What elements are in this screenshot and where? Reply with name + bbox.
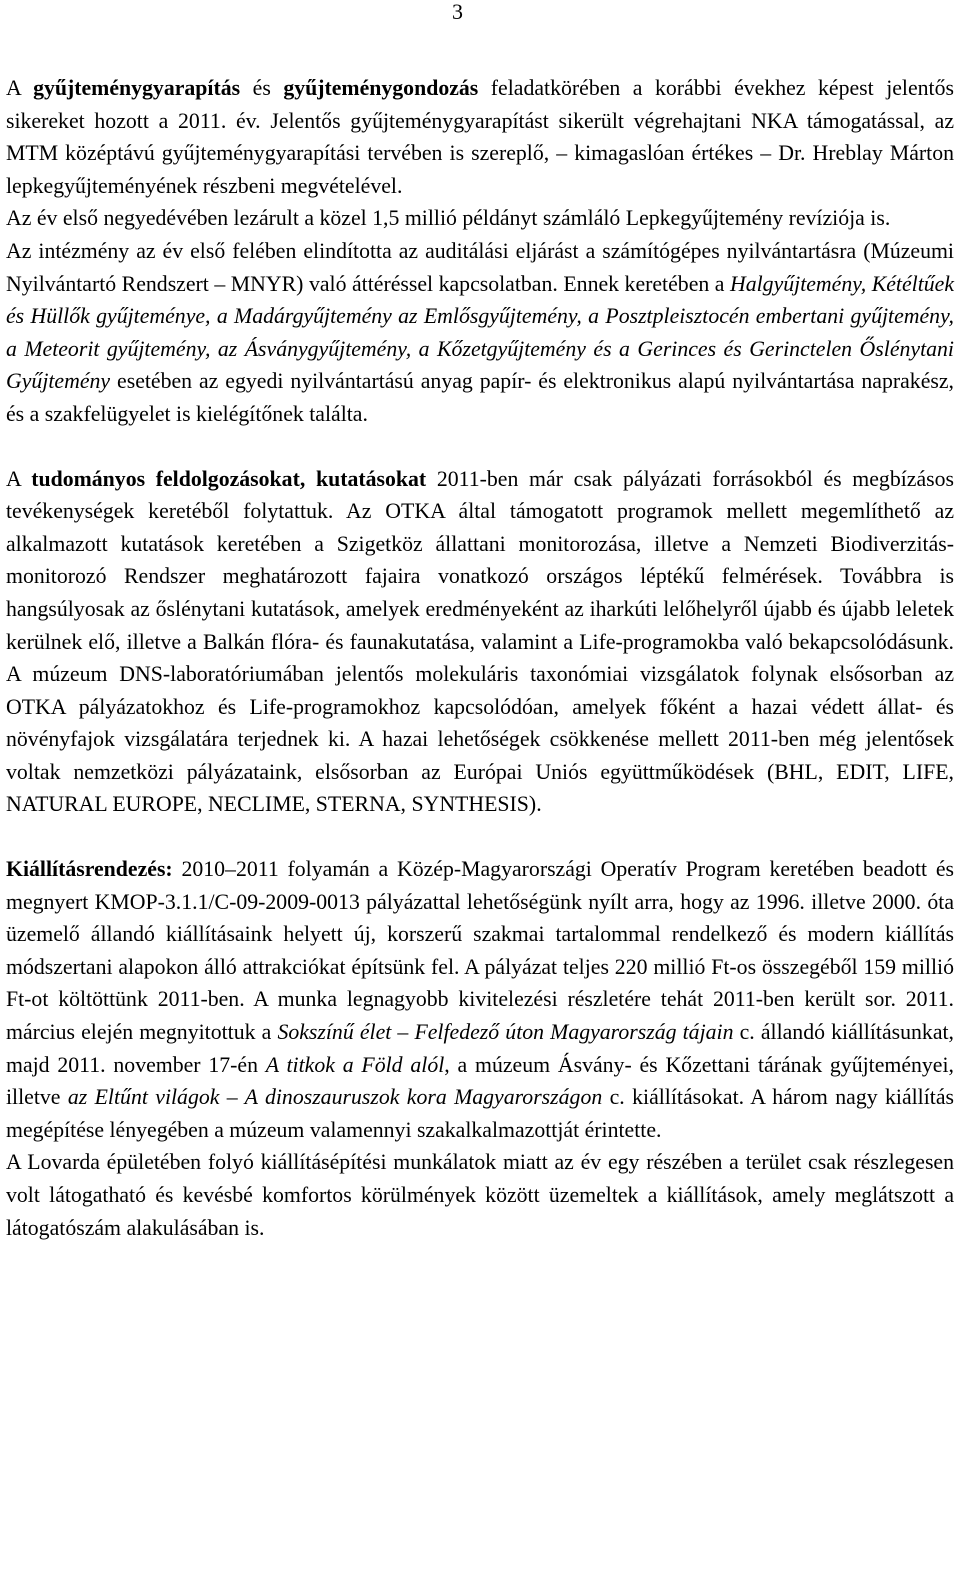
text-run: A [6, 466, 32, 491]
italic-exhibition-title: A titkok a Föld alól [265, 1052, 445, 1077]
text-run: c. állandó kiállításunkat, majd 2011. november 17-én [6, 1020, 955, 1077]
bold-heading: Kiállításrendezés: [6, 857, 173, 882]
italic-exhibition-title: Sokszínű élet – Felfedező úton Magyarország tájain [277, 1020, 734, 1045]
paragraph-lovarda: A Lovarda épületében folyó kiállításépítési munkálatok miatt az év egy részében a terület csak részlegesen volt látogatható és kevésbé komfortos körülmények között üzemeltek a kiállítások, amely meglátszott a látogatószám alakulásában is. [6, 1150, 954, 1240]
document-body [6, 72, 954, 1244]
text-run: , a múzeum Ásvány- és Kőzettani tárának gyűjteményei, illetve [6, 1052, 954, 1110]
paragraph-audit [6, 235, 954, 431]
paragraph-gap [6, 431, 954, 463]
paragraph-research [6, 463, 954, 822]
page-number: 3 [452, 0, 463, 24]
text-run: 2011-ben már csak pályázati forrásokból és megbízásos tevékenységek keretéből folytattuk. Az OTKA által támogatott programok mellett megemlíthető az alkalmazott kutatások keretében a Szigetköz állattani monitorozása, illetve a Nemzeti Biodiverzitás-monitorozó Rendszer meghatározott fajaira vonatkozó országos léptékű felmérések. Továbbra is hangsúlyosak az őslénytani kutatások, amelyek eredményeként az iharkúti lelőhelyről újabb és újabb leletek kerülnek elő, illetve a Balkán flóra- és faunakutatása, valamint a Life-programokba való bekapcsolódásunk. A múzeum DNS-laboratóriumában jelentős molekuláris taxonómiai vizsgálatok folynak elsősorban az OTKA pályázatokhoz és Life-programokhoz kapcsolódóan, amelyek főként a hazai védett állat- és növényfajok vizsgálatára terjednek ki. A hazai lehetőségek csökkenése mellett 2011-ben még jelentősek voltak nemzetközi pályázataink, elsősorban az Európai Uniós együttműködések (BHL, EDIT, LIFE, NATURAL EUROPE, NECLIME, STERNA, SYNTHESIS). [6, 466, 954, 817]
paragraph-collection-development [6, 72, 954, 202]
text-run: és [240, 76, 284, 100]
italic-collections: Halgyűjtemény, Kétéltűek és Hüllők gyűjteménye, a Madárgyűjtemény az Emlősgyűjtemény, a Posztpleisztocén embertani gyűjtemény, a Meteorit gyűjtemény, az Ásványgyűjtemény, a Kőzetgyűjtemény és a Gerinces és Gerinctelen Őslénytani Gyűjtemény [6, 271, 954, 394]
paragraph-gap [6, 821, 954, 853]
text-run: c. kiállításokat. A három nagy kiállítás megépítése lényegében a múzeum valamennyi szakalkalmazottját érintette. [6, 1085, 954, 1142]
italic-exhibition-title: az Eltűnt világok – A dinoszauruszok kora Magyarországon [67, 1085, 603, 1110]
text-run: Az intézmény az év első felében elindította az auditálási eljárást a számítógépes nyilvántartásra (Múzeumi Nyilvántartó Rendszert – MNYR) való áttéréssel kapcsolatban. Ennek keretében a [6, 238, 954, 296]
text-run: feladatkörében a korábbi évekhez képest jelentős sikereket hozott a 2011. év. Jelentős gyűjteménygyarapítást sikerült végrehajtani NKA támogatással, az MTM középtávú gyűjteménygyarapítási tervében is szereplő, – kimagaslóan értékes – Dr. Hreblay Márton lepkegyűjteményének részbeni megvételével. [6, 76, 954, 198]
bold-term: gyűjteménygyarapítás [33, 76, 241, 100]
text-run: esetében az egyedi nyilvántartású anyag papír- és elektronikus alapú nyilvántartása naprakész, és a szakfelügyelet is kielégítőnek találta. [6, 369, 954, 426]
bold-term: tudományos feldolgozásokat, kutatásokat [31, 466, 427, 491]
text-run: A [6, 76, 34, 100]
bold-term: gyűjteménygondozás [283, 76, 479, 100]
paragraph-lepkegyujtemeny-revision: Az év első negyedévében lezárult a közel 1,5 millió példányt számláló Lepkegyűjtemény revíziója is. [6, 206, 891, 231]
text-run: 2010–2011 folyamán a Közép-Magyarországi Operatív Program keretében beadott és megnyert KMOP-3.1.1/C-09-2009-0013 pályázattal lehetőségünk nyílt arra, hogy az 1996. illetve 2000. óta üzemelő állandó kiállításaink helyett új, korszerű szakmai tartalommal rendelkező és modern kiállítás módszertani alapokon álló attrakciókat építsünk fel. A pályázat teljes 220 millió Ft-os összegéből 159 millió Ft-ot költöttünk 2011-ben. A munka legnagyobb kivitelezési részletére tehát 2011-ben került sor. 2011. március elején megnyitottuk a [6, 857, 954, 1045]
paragraph-exhibitions [6, 853, 954, 1146]
